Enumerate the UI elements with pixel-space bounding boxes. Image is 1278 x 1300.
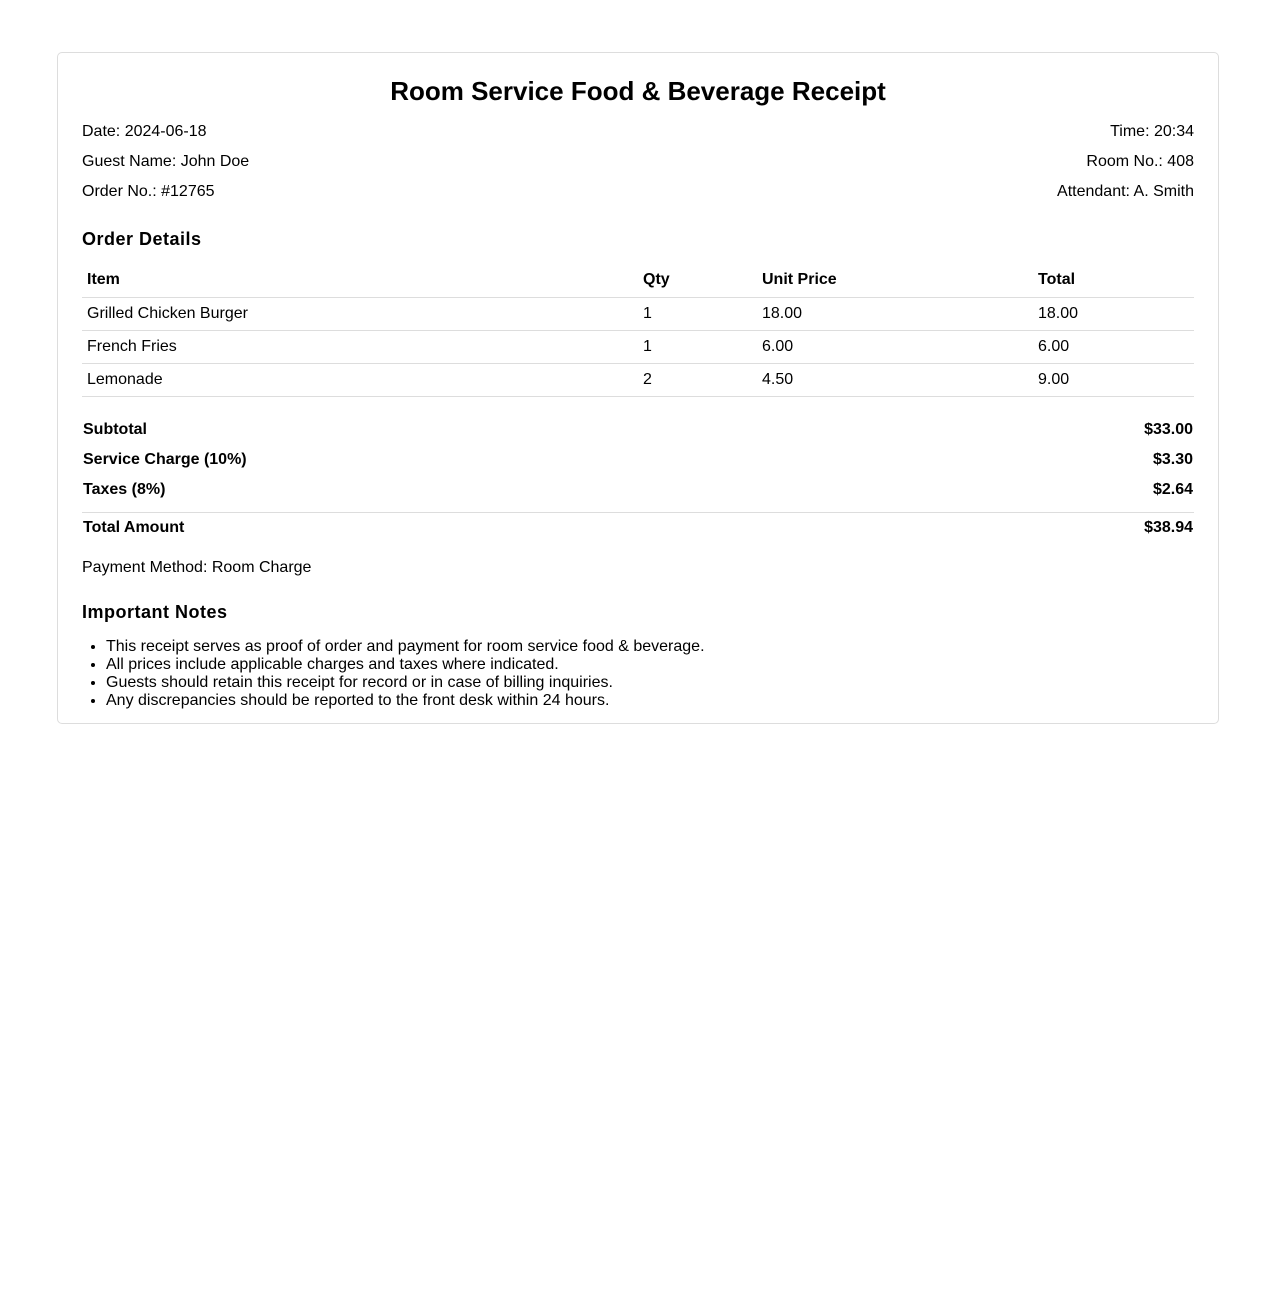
list-item: • Guests should retain this receipt for record or in case of billing inquiries. (106, 674, 1194, 692)
column-header-unit-price: Unit Price (757, 263, 1033, 297)
list-item: • All prices include applicable charges and taxes where indicated. (106, 656, 1194, 674)
meta-row-guest-room (82, 147, 1194, 177)
order-number: Order No.: #12765 (82, 183, 215, 200)
receipt-title: Room Service Food & Beverage Receipt (390, 76, 886, 106)
item-name: Grilled Chicken Burger (82, 297, 638, 330)
total-divider (82, 512, 1194, 513)
column-header-qty: Qty (638, 263, 757, 297)
item-qty: 1 (638, 330, 757, 363)
guest-name: Guest Name: John Doe (82, 153, 250, 170)
meta-row-date-time (82, 117, 1194, 147)
item-unit-price: 6.00 (757, 330, 1033, 363)
subtotal-label: Subtotal (83, 420, 147, 438)
subtotal-value: $33.00 (1144, 420, 1193, 438)
column-header-total: Total (1033, 263, 1194, 297)
item-unit-price: 18.00 (757, 297, 1033, 330)
receipt-card (57, 52, 1219, 724)
service-charge-value: $3.30 (1152, 450, 1193, 468)
item-unit-price: 4.50 (757, 363, 1033, 396)
order-time: Time: 20:34 (1110, 123, 1194, 140)
order-details-heading: Order Details (82, 229, 202, 249)
table-row (82, 363, 1194, 396)
service-charge-row (82, 445, 1194, 475)
total-amount-value: $38.94 (1144, 518, 1193, 536)
room-number: Room No.: 408 (1086, 153, 1194, 170)
item-total: 6.00 (1033, 330, 1194, 363)
item-total: 9.00 (1033, 363, 1194, 396)
item-name: Lemonade (82, 363, 638, 396)
service-charge-label: Service Charge (10%) (83, 450, 247, 468)
item-total: 18.00 (1033, 297, 1194, 330)
meta-row-order-attendant (82, 177, 1194, 207)
total-amount-row (82, 514, 1194, 542)
important-notes-list (82, 638, 1194, 710)
table-header-row (82, 263, 1194, 297)
item-qty: 2 (638, 363, 757, 396)
total-amount-label: Total Amount (83, 518, 185, 536)
column-header-item: Item (82, 263, 638, 297)
table-row (82, 330, 1194, 363)
taxes-value: $2.64 (1152, 480, 1193, 498)
order-summary (82, 415, 1194, 542)
order-date: Date: 2024-06-18 (82, 123, 207, 140)
subtotal-row (82, 415, 1194, 445)
taxes-row (82, 475, 1194, 505)
important-notes-heading: Important Notes (82, 601, 228, 622)
taxes-label: Taxes (8%) (83, 480, 166, 498)
payment-method: Payment Method: Room Charge (82, 558, 312, 576)
receipt-meta (82, 117, 1194, 207)
table-row (82, 297, 1194, 330)
order-items-table (82, 263, 1194, 397)
attendant-name: Attendant: A. Smith (1057, 183, 1194, 200)
list-item: • This receipt serves as proof of order and payment for room service food & beverage. (106, 638, 1194, 656)
item-qty: 1 (638, 297, 757, 330)
list-item: • Any discrepancies should be reported to the front desk within 24 hours. (106, 692, 1194, 710)
item-name: French Fries (82, 330, 638, 363)
